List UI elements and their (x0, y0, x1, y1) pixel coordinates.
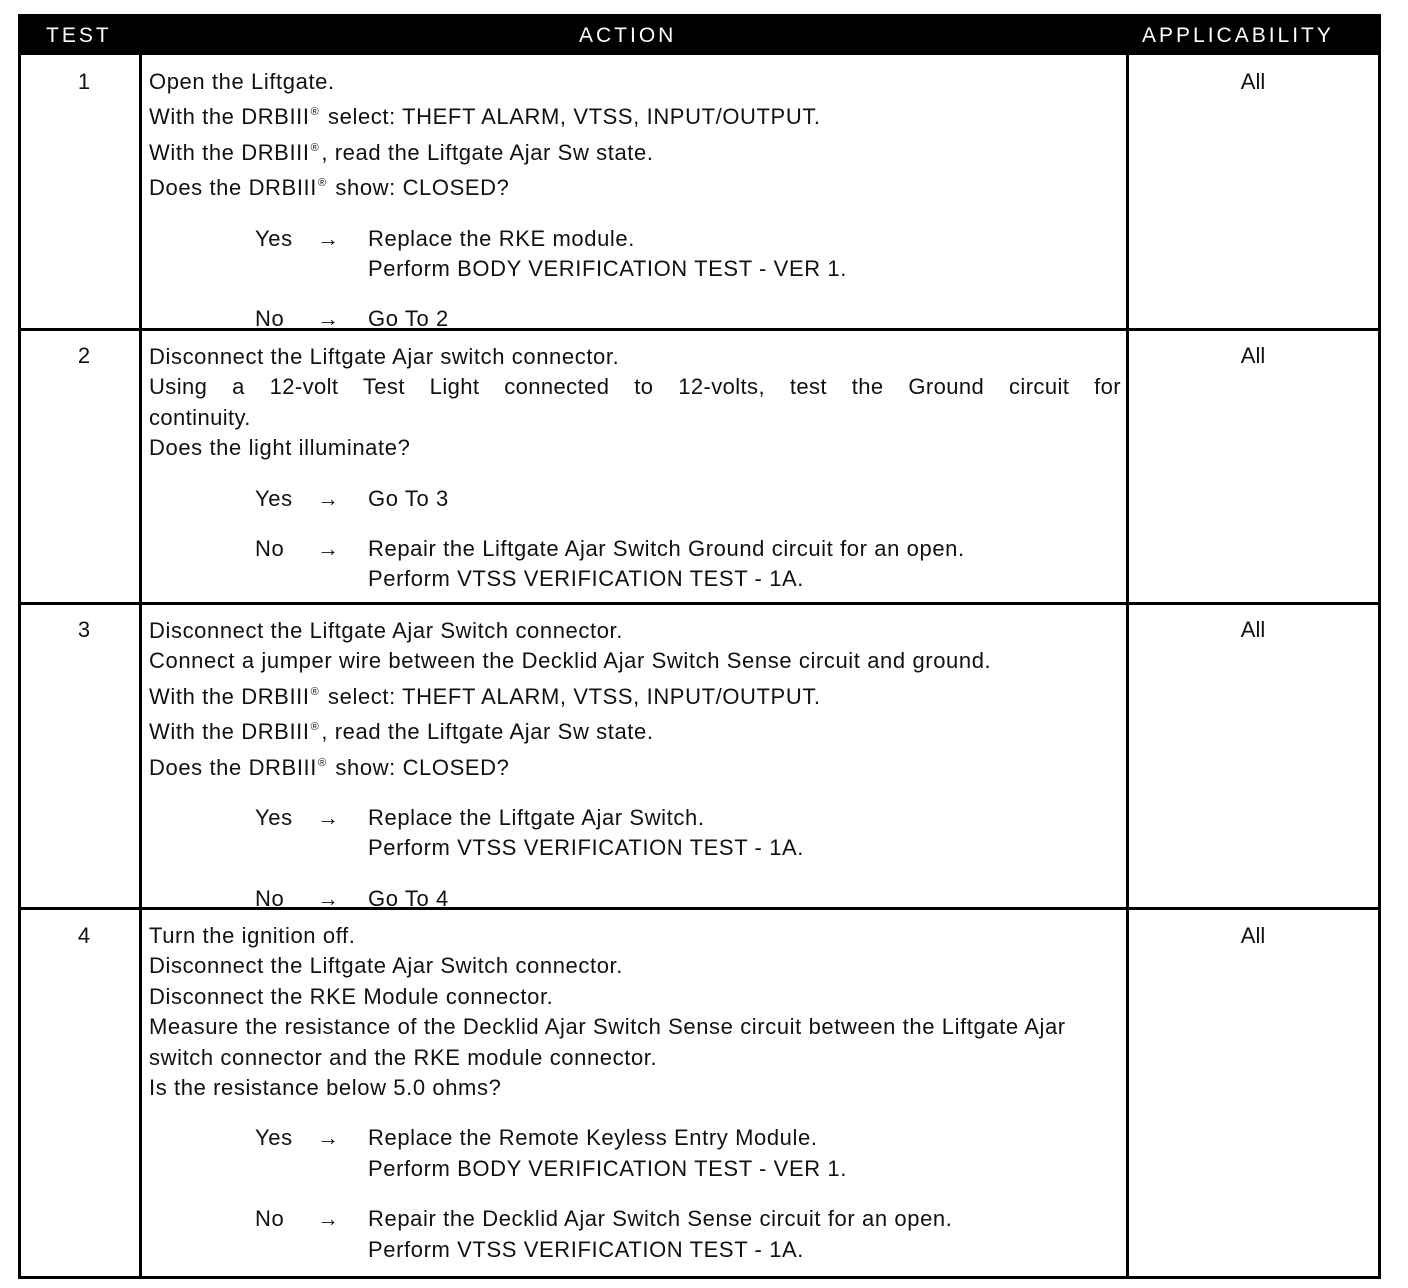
action-step: Is the resistance below 5.0 ohms? (149, 1075, 502, 1101)
arrow-icon: → (317, 536, 340, 562)
no-result (149, 1204, 1121, 1265)
applicability-value: All (1240, 69, 1266, 94)
no-label: No (255, 536, 285, 562)
test-number: 4 (77, 923, 91, 948)
action-step: With the DRBIII® select: THEFT ALARM, VTSS, INPUT/OUTPUT. (149, 104, 821, 130)
arrow-icon: → (317, 306, 340, 332)
result-line: Replace the RKE module. (368, 225, 635, 251)
yes-result (149, 803, 1121, 864)
action-step: Measure the resistance of the Decklid Ajar Switch Sense circuit between the Liftgate Ajar switch connector and the RKE module connector. (149, 1014, 1066, 1070)
test-number: 3 (77, 617, 91, 642)
column-divider (1126, 17, 1129, 1276)
action-step: Disconnect the RKE Module connector. (149, 983, 554, 1009)
test-action (149, 67, 1121, 335)
action-step: Does the DRBIII® show: CLOSED? (149, 754, 510, 780)
arrow-icon: → (317, 485, 340, 511)
test-action (149, 616, 1121, 914)
test-number: 1 (77, 69, 91, 94)
action-step: Using a 12-volt Test Light connected to 12-volts, test the Ground circuit for continuity. (149, 374, 1121, 430)
no-result (149, 534, 1121, 595)
yes-label: Yes (255, 485, 293, 511)
action-step: Disconnect the Liftgate Ajar Switch connector. (149, 953, 623, 979)
action-step: With the DRBIII®, read the Liftgate Ajar Sw state. (149, 139, 654, 165)
applicability-value: All (1240, 617, 1266, 642)
yes-label: Yes (255, 805, 293, 831)
result-line: Perform BODY VERIFICATION TEST - VER 1. (368, 256, 847, 282)
column-divider (139, 17, 142, 1276)
result-line: Perform BODY VERIFICATION TEST - VER 1. (368, 1155, 847, 1181)
table-header (21, 17, 1378, 55)
action-step: With the DRBIII®, read the Liftgate Ajar Sw state. (149, 719, 654, 745)
applicability-value: All (1240, 343, 1266, 368)
yes-label: Yes (255, 225, 293, 251)
result-line: Go To 3 (368, 485, 449, 511)
result-line: Go To 4 (368, 885, 449, 911)
arrow-icon: → (317, 225, 340, 251)
action-step: With the DRBIII® select: THEFT ALARM, VTSS, INPUT/OUTPUT. (149, 683, 821, 709)
header-applicability: APPLICABILITY (1142, 24, 1334, 47)
arrow-icon: → (317, 1206, 340, 1232)
no-result (149, 304, 1121, 334)
test-action (149, 921, 1121, 1265)
no-label: No (255, 885, 285, 911)
result-line: Perform VTSS VERIFICATION TEST - 1A. (368, 566, 805, 592)
yes-result (149, 224, 1121, 285)
result-line: Repair the Liftgate Ajar Switch Ground circuit for an open. (368, 536, 965, 562)
result-line: Repair the Decklid Ajar Switch Sense circuit for an open. (368, 1206, 953, 1232)
action-step: Open the Liftgate. (149, 69, 335, 94)
arrow-icon: → (317, 885, 340, 911)
result-line: Perform VTSS VERIFICATION TEST - 1A. (368, 1236, 805, 1262)
no-label: No (255, 1206, 285, 1232)
action-step: Does the light illuminate? (149, 435, 411, 461)
result-line: Go To 2 (368, 306, 449, 332)
action-step: Disconnect the Liftgate Ajar switch connector. (149, 344, 620, 369)
action-step: Disconnect the Liftgate Ajar Switch connector. (149, 618, 623, 643)
action-step: Connect a jumper wire between the Decklid Ajar Switch Sense circuit and ground. (149, 648, 992, 674)
header-action: ACTION (579, 24, 677, 47)
row-divider (21, 602, 1378, 605)
diagnostic-test-table (18, 14, 1381, 1279)
yes-label: Yes (255, 1125, 293, 1151)
result-line: Perform VTSS VERIFICATION TEST - 1A. (368, 835, 805, 861)
arrow-icon: → (317, 805, 340, 831)
action-step: Turn the ignition off. (149, 923, 356, 948)
result-line: Replace the Liftgate Ajar Switch. (368, 805, 705, 831)
result-line: Replace the Remote Keyless Entry Module. (368, 1125, 818, 1151)
applicability-value: All (1240, 923, 1266, 948)
no-result (149, 884, 1121, 914)
test-number: 2 (77, 343, 91, 368)
yes-result (149, 1123, 1121, 1184)
header-test: TEST (46, 24, 112, 47)
action-step: Does the DRBIII® show: CLOSED? (149, 175, 510, 201)
yes-result (149, 484, 1121, 514)
test-action (149, 342, 1121, 595)
arrow-icon: → (317, 1125, 340, 1151)
no-label: No (255, 306, 285, 332)
